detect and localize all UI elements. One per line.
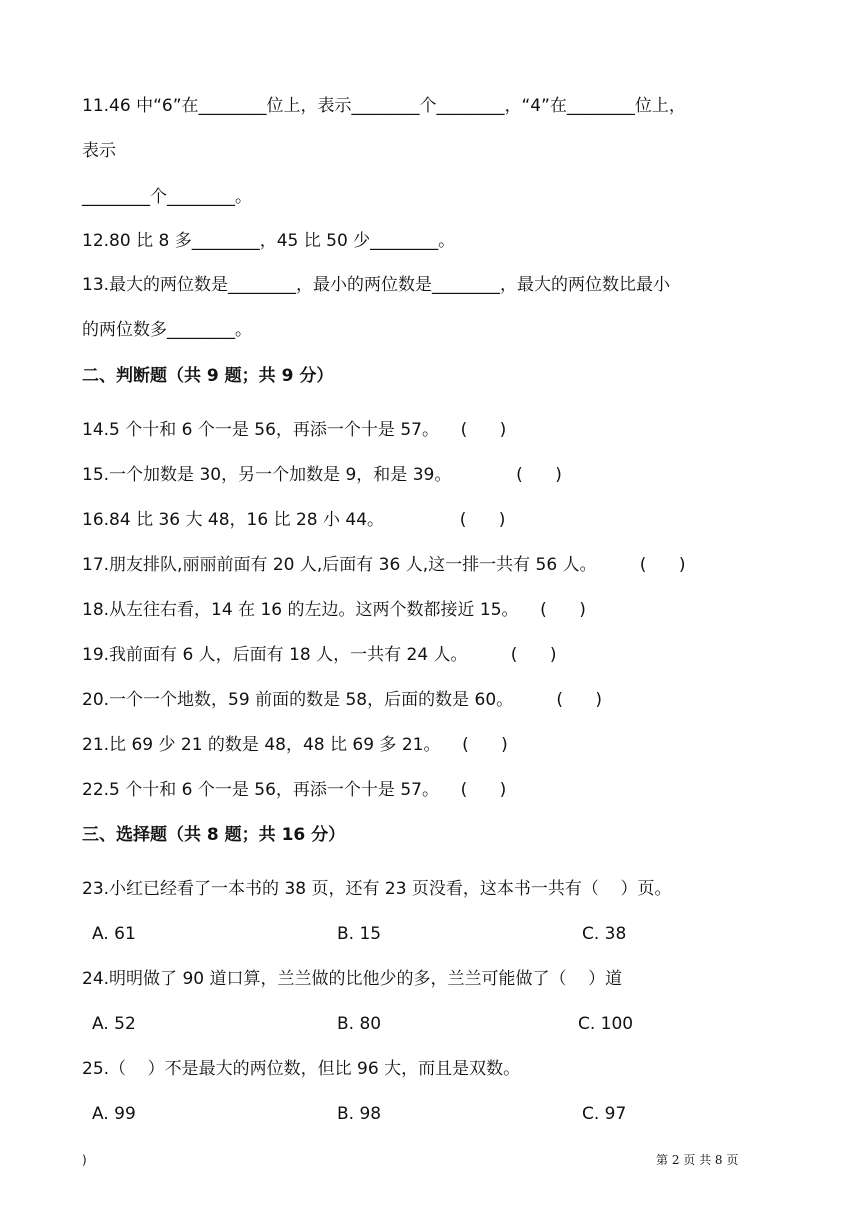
- question-22: 22.5 个十和 6 个一是 56，再添一个十是 57。 ( ): [82, 780, 507, 800]
- question-16: 16.84 比 36 大 48，16 比 28 小 44。 ( ): [82, 510, 506, 530]
- question-12: 12.80 比 8 多________，45 比 50 少________。: [82, 231, 456, 251]
- question-17: 17.朋友排队,丽丽前面有 20 人,后面有 36 人,这一排一共有 56 人。 ( ): [82, 555, 686, 575]
- question-23-option-a: A. 61: [92, 924, 136, 944]
- page-number: 第 2 页 共 8 页: [656, 1153, 739, 1167]
- question-24-option-a: A. 52: [92, 1014, 136, 1034]
- question-24-option-b: B. 80: [337, 1014, 382, 1034]
- question-20: 20.一个一个地数，59 前面的数是 58，后面的数是 60。 ( ): [82, 690, 603, 710]
- footer-mark: ): [82, 1153, 87, 1167]
- question-18: 18.从左往右看，14 在 16 的左边。这两个数都接近 15。 ( ): [82, 600, 586, 620]
- question-11-line-2: 表示: [82, 141, 116, 161]
- question-21: 21.比 69 少 21 的数是 48，48 比 69 多 21。 ( ): [82, 735, 508, 755]
- question-13-line-1: 13.最大的两位数是________，最小的两位数是________，最大的两位数比最小: [82, 275, 671, 295]
- question-25-option-b: B. 98: [337, 1104, 382, 1124]
- question-25-option-c: C. 97: [582, 1104, 627, 1124]
- question-23-option-c: C. 38: [582, 924, 627, 944]
- question-24-option-c: C. 100: [578, 1014, 634, 1034]
- question-13-line-2: 的两位数多________。: [82, 320, 252, 340]
- section-heading-judgement: 二、判断题（共 9 题；共 9 分）: [82, 366, 334, 386]
- question-11-line-3: ________个________。: [82, 187, 252, 207]
- question-23: 23.小红已经看了一本书的 38 页，还有 23 页没看，这本书一共有（ ）页。: [82, 879, 672, 899]
- section-heading-choice: 三、选择题（共 8 题；共 16 分）: [82, 825, 346, 845]
- question-14: 14.5 个十和 6 个一是 56，再添一个十是 57。 ( ): [82, 420, 507, 440]
- question-15: 15.一个加数是 30，另一个加数是 9，和是 39。 ( ): [82, 465, 562, 485]
- question-11-line-1: 11.46 中“6”在________位上，表示________个________，“4”在________位上，: [82, 96, 686, 116]
- question-25: 25.（ ）不是最大的两位数，但比 96 大，而且是双数。: [82, 1059, 521, 1079]
- question-23-option-b: B. 15: [337, 924, 382, 944]
- question-25-option-a: A. 99: [92, 1104, 136, 1124]
- question-24: 24.明明做了 90 道口算，兰兰做的比他少的多，兰兰可能做了（ ）道: [82, 969, 623, 989]
- question-19: 19.我前面有 6 人，后面有 18 人，一共有 24 人。 ( ): [82, 645, 557, 665]
